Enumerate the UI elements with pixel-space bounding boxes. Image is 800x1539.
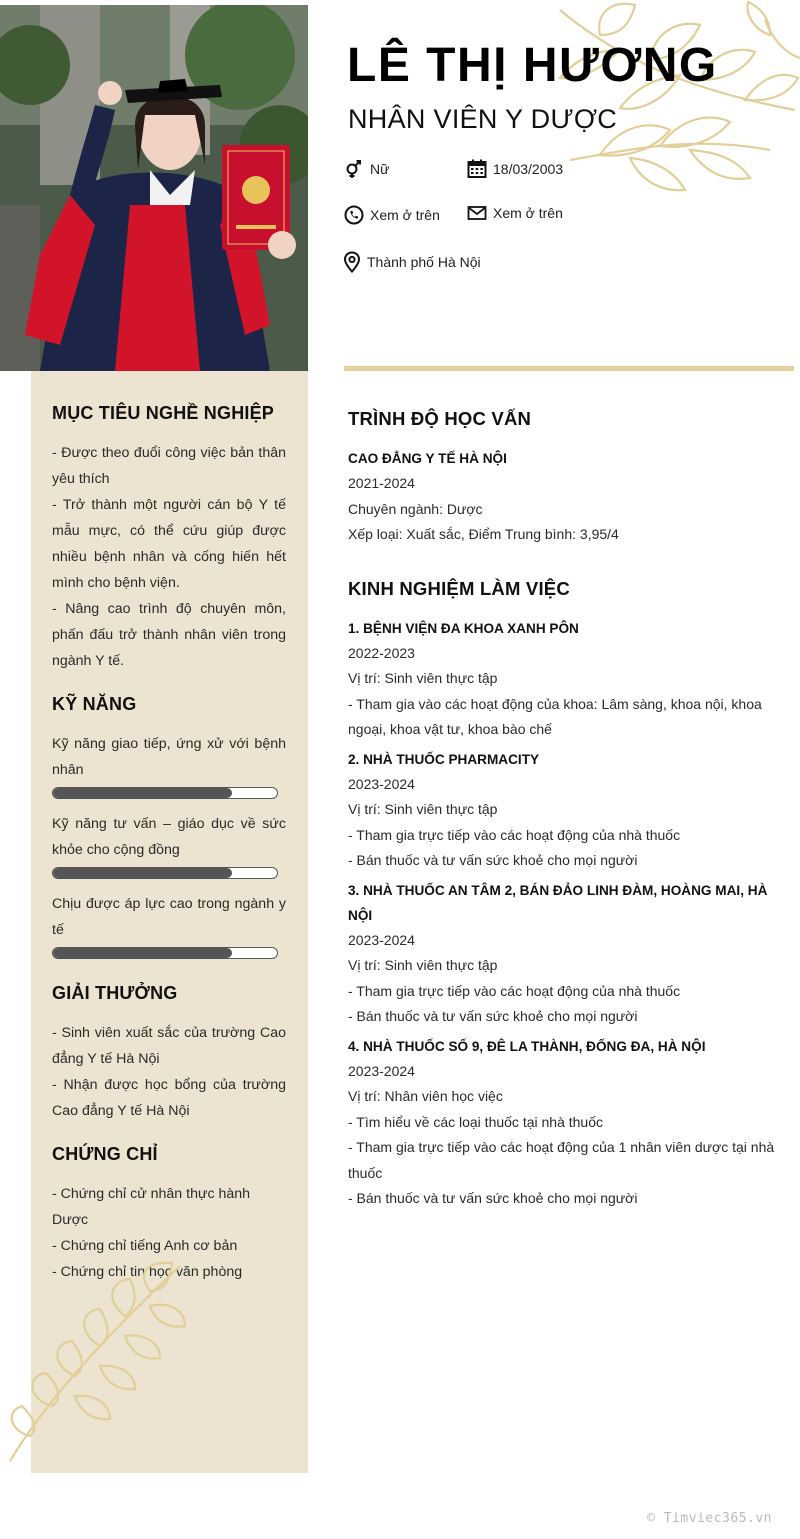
skill-bar <box>52 787 278 799</box>
experience-period: 2023-2024 <box>348 1062 415 1079</box>
certificate-line: - Chứng chỉ tin học văn phòng <box>52 1264 243 1280</box>
experience-item <box>348 747 778 874</box>
experience-line: Vị trí: Sinh viên thực tập <box>348 801 498 817</box>
certificate-line: - Chứng chỉ tiếng Anh cơ bản <box>52 1238 238 1254</box>
leaf-decoration-bottom <box>0 1261 200 1471</box>
main-column <box>348 408 778 1216</box>
school-name: CAO ĐẲNG Y TẾ HÀ NỘI <box>348 451 507 466</box>
birthday-info <box>467 159 563 179</box>
job-title: NHÂN VIÊN Y DƯỢC <box>348 104 618 134</box>
company-name: 2. NHÀ THUỐC PHARMACITY <box>348 751 540 767</box>
objective-line: - Nâng cao trình độ chuyên môn, phấn đấu trở thành nhân viên trong ngành Y tế. <box>52 601 286 669</box>
gender-value: Nữ <box>370 161 390 177</box>
awards-title: GIẢI THƯỞNG <box>52 983 178 1003</box>
sidebar <box>31 371 308 1473</box>
experience-title: KINH NGHIỆM LÀM VIỆC <box>348 577 570 599</box>
experience-line: - Tham gia trực tiếp vào các hoạt động của 1 nhân viên dược tại nhà thuốc <box>348 1139 775 1181</box>
objective-line: - Được theo đuổi công việc bản thân yêu thích <box>52 445 286 487</box>
education-title: TRÌNH ĐỘ HỌC VẤN <box>348 408 532 429</box>
header-divider <box>344 366 794 371</box>
experience-period: 2022-2023 <box>348 644 415 661</box>
email-info <box>467 203 563 223</box>
profile-photo <box>0 5 308 371</box>
certificate-line: - Chứng chỉ cử nhân thực hành Dược <box>52 1186 251 1228</box>
phone-icon <box>344 205 364 225</box>
phone-info <box>344 205 440 225</box>
education-major: Chuyên ngành: Dược <box>348 500 483 517</box>
experience-line: Vị trí: Sinh viên thực tập <box>348 957 498 973</box>
experience-line: Vị trí: Sinh viên thực tập <box>348 670 498 686</box>
location-pin-icon <box>343 251 361 273</box>
experience-line: - Bán thuốc và tư vấn sức khoẻ cho mọi người <box>348 1190 638 1206</box>
experience-line: - Tham gia trực tiếp vào các hoạt động của nhà thuốc <box>348 826 681 843</box>
skill-label: Kỹ năng giao tiếp, ứng xử với bệnh nhân <box>52 736 286 778</box>
address-value: Thành phố Hà Nội <box>367 254 481 270</box>
company-name: 3. NHÀ THUỐC AN TÂM 2, BÁN ĐẢO LINH ĐÀM, HOÀNG MAI, HÀ NỘI <box>348 882 768 923</box>
email-value: Xem ở trên <box>493 205 563 221</box>
education-period: 2021-2024 <box>348 475 415 491</box>
experience-item <box>348 1034 778 1212</box>
company-name: 1. BỆNH VIỆN ĐA KHOA XANH PÔN <box>348 620 579 636</box>
skill-label: Chịu được áp lực cao trong ngành y tế <box>52 896 286 938</box>
education-grade: Xếp loại: Xuất sắc, Điểm Trung bình: 3,95/4 <box>348 526 619 542</box>
skill-label: Kỹ năng tư vấn – giáo dục về sức khỏe cho cộng đồng <box>52 816 286 858</box>
objective-title: MỤC TIÊU NGHỀ NGHIỆP <box>52 403 275 423</box>
skill-item <box>52 731 286 799</box>
experience-line: - Tìm hiểu về các loại thuốc tại nhà thuốc <box>348 1113 603 1130</box>
email-icon <box>467 203 487 223</box>
experience-period: 2023-2024 <box>348 931 415 948</box>
experience-item <box>348 878 778 1030</box>
experience-line: - Bán thuốc và tư vấn sức khoẻ cho mọi người <box>348 852 638 868</box>
birthday-value: 18/03/2003 <box>493 161 564 177</box>
company-name: 4. NHÀ THUỐC SỐ 9, ĐÊ LA THÀNH, ĐỐNG ĐA, HÀ NỘI <box>348 1038 706 1054</box>
gender-info <box>344 159 389 179</box>
objective-line: - Trở thành một người cán bộ Y tế mẫu mực, có thể cứu giúp được nhiều bệnh nhân và cống hiến hết mình cho bệnh viện. <box>52 497 286 591</box>
watermark: © Timviec365.vn <box>647 1511 772 1526</box>
experience-line: - Bán thuốc và tư vấn sức khoẻ cho mọi người <box>348 1008 638 1024</box>
skill-bar-fill <box>53 868 232 878</box>
calendar-icon <box>467 159 487 179</box>
certificates-title: CHỨNG CHỈ <box>52 1144 158 1164</box>
award-line: - Sinh viên xuất sắc của trường Cao đẳng Y tế Hà Nội <box>52 1025 286 1067</box>
phone-value: Xem ở trên <box>370 207 440 223</box>
experience-line: - Tham gia vào các hoạt động của khoa: Lâm sàng, khoa nội, khoa ngoại, khoa vật tư, khoa bào chế <box>348 695 762 737</box>
candidate-name: LÊ THỊ HƯƠNG <box>347 39 718 92</box>
experience-line: - Tham gia trực tiếp vào các hoạt động của nhà thuốc <box>348 982 681 999</box>
gender-icon <box>344 159 364 179</box>
skill-item <box>52 811 286 879</box>
address-info <box>343 251 481 273</box>
experience-period: 2023-2024 <box>348 775 415 792</box>
skill-bar <box>52 867 278 879</box>
skill-item <box>52 891 286 959</box>
skill-bar-fill <box>53 948 232 958</box>
experience-line: Vị trí: Nhân viên học việc <box>348 1088 503 1104</box>
skills-title: KỸ NĂNG <box>52 694 137 714</box>
skill-bar <box>52 947 278 959</box>
award-line: - Nhận được học bổng của trường Cao đẳng Y tế Hà Nội <box>52 1077 286 1119</box>
experience-item <box>348 616 778 743</box>
skill-bar-fill <box>53 788 232 798</box>
